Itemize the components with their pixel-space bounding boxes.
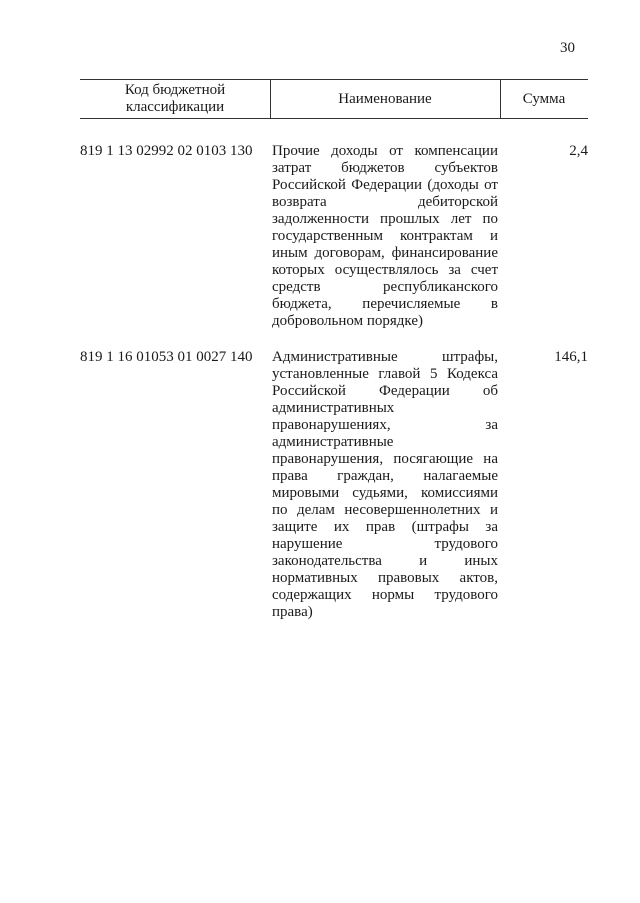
page-number: 30 <box>560 40 575 56</box>
table-row <box>80 349 588 621</box>
header-name: Наименование <box>338 90 432 107</box>
row-name: Административные штрафы, установленные главой 5 Кодекса Российской Федерации об административных правонарушениях, за административные правонарушения, посягающие на права граждан, налагаемые мировыми судьями, комиссиями по делам несовершеннолетних и защите их прав (штрафы за нарушение трудового законодательства и иных нормативных правовых актов, содержащих нормы трудового права) <box>272 349 498 620</box>
row-code: 819 1 13 02992 02 0103 130 <box>80 143 253 159</box>
table-row <box>80 143 588 349</box>
row-sum: 2,4 <box>569 143 588 159</box>
header-sum: Сумма <box>522 90 566 107</box>
row-code: 819 1 16 01053 01 0027 140 <box>80 349 253 365</box>
table-header <box>80 79 588 119</box>
header-code: Код бюджетной классификации <box>124 82 226 115</box>
budget-table <box>80 79 588 621</box>
row-sum: 146,1 <box>554 349 588 365</box>
row-name: Прочие доходы от компенсации затрат бюджетов субъектов Российской Федерации (доходы от возврата дебиторской задолженности прошлых лет по государственным контрактам и иным договорам, финансирование которых осуществлялось за счет средств республиканского бюджета, перечисляемые в добровольном порядке) <box>272 143 498 329</box>
